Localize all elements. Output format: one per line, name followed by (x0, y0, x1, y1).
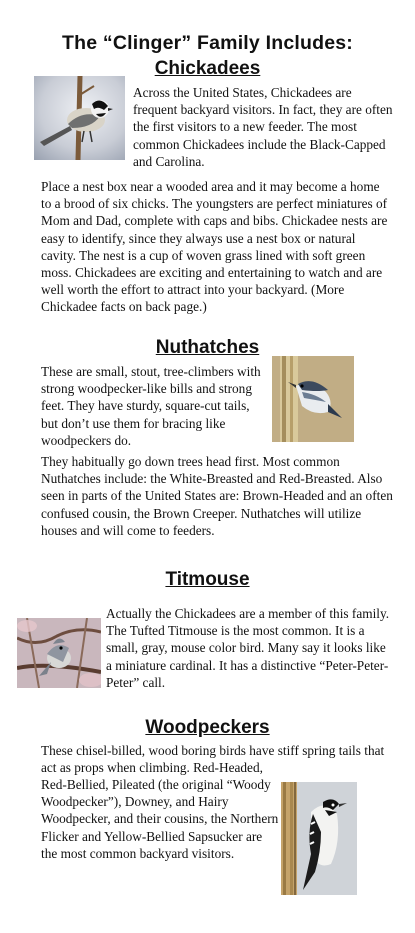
chickadees-intro-text: Across the United States, Chickadees are frequent backyard visitors. In fact, they are often the first visitors to a new feeder. The most common Chickadees include the Black-Capped and Carolina. (133, 85, 393, 169)
woodpeckers-heading: Woodpeckers (145, 717, 270, 738)
page-title: The “Clinger” Family Includes: (62, 32, 353, 54)
woodpeckers-species-text: Red-Bellied, Pileated (the original “Woody Woodpecker”), Downey, and Hairy Woodpecker, and their cousins, the Northern Flicker and Yellow-Bellied Sapsucker are the most common backyard visitors. (41, 777, 279, 861)
titmouse-heading: Titmouse (165, 569, 250, 590)
nuthatches-intro-text: These are small, stout, tree-climbers with strong woodpecker-like bills and strong feet. They have sturdy, square-cut tails, but don’t use them for bracing like woodpeckers do. (41, 364, 261, 448)
woodpeckers-intro-text: These chisel-billed, wood boring birds have stiff spring tails that act as props when climbing. Red-Headed, (41, 743, 385, 776)
chickadee-photo (34, 76, 125, 160)
nuthatch-on-feeder-photo (272, 356, 354, 442)
nuthatches-heading: Nuthatches (155, 337, 260, 358)
titmouse-text: Actually the Chickadees are a member of this family. The Tufted Titmouse is the most common. It is a small, gray, mouse color bird. Many say it looks like a miniature cardinal. It has a distinctive “Peter-Peter-Peter” call. (106, 606, 390, 690)
titmouse-photo (17, 618, 101, 688)
nuthatches-habits-text: They habitually go down trees head first. Most common Nuthatches include: the White-Breasted and Red-Breasted. Also seen in parts of the United States are: Brown-Headed and an often confused cousin, the Brown Creeper. Nuthatches will utilize houses and will come to feeders. (41, 454, 393, 538)
woodpecker-on-feeder-photo (281, 782, 357, 895)
chickadees-nest-text: Place a nest box near a wooded area and it may become a home to a brood of six chicks. The youngsters are perfect miniatures of Mom and Dad, complete with caps and bibs. Chickadee nests are easy to identify, since they always use a nest box or natural cavity. The nest is a cup of woven grass lined with soft green moss. Chickadees are exciting and entertaining to watch and are well worth the effort to attract into your backyard. (More Chickadee facts on back page.) (41, 179, 388, 315)
chickadees-heading: Chickadees (154, 58, 261, 79)
